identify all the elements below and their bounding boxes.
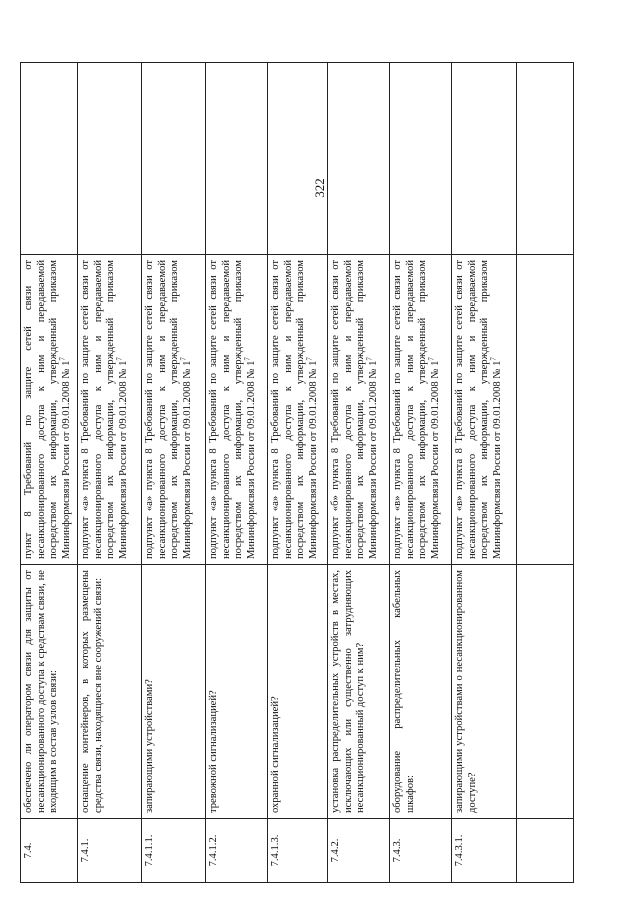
table-row — [78, 63, 142, 883]
reference-cell: подпункт «а» пункта 8 Требований по защите сетей связи от несанкционированного доступа к ним и передаваемой посредством их информации, утвержденный приказом Мининформсвязи России от 09.01.2008 № $1^7$ — [268, 255, 328, 565]
item-number: 7.4.3.1. — [452, 819, 517, 883]
table-row — [328, 63, 390, 883]
item-number: 7.4.1.1. — [142, 819, 206, 883]
table-row — [206, 63, 268, 883]
table-row — [21, 63, 78, 883]
table-row-empty — [517, 63, 574, 883]
requirements-table — [20, 62, 574, 883]
reference-cell: подпункт «в» пункта 8 Требований по защите сетей связи от несанкционированного доступа к ним и передаваемой посредством их информации, утвержденный приказом Мининформсвязи России от 09.01.2008 № $1^7$ — [452, 255, 517, 565]
question-cell: запирающими устройствами? — [142, 565, 206, 819]
reference-cell: пункт 8 Требований по защите сетей связи от несанкционированного доступа к ним и передаваемой посредством их информации, утвержденный приказом Мининформсвязи России от 09.01.2008 № $1^7$ — [21, 255, 78, 565]
table-row — [268, 63, 328, 883]
item-number: 7.4.1.3. — [268, 819, 328, 883]
blank-cell — [142, 63, 206, 255]
question-cell: оснащение контейнеров, в которых размещены средства связи, находящиеся вне сооружений связи: — [78, 565, 142, 819]
blank-cell — [517, 565, 574, 819]
item-number: 7.4. — [21, 819, 78, 883]
blank-cell — [21, 63, 78, 255]
blank-cell — [390, 63, 452, 255]
table-row — [390, 63, 452, 883]
question-cell: охранной сигнализацией? — [268, 565, 328, 819]
reference-cell: подпункт «а» пункта 8 Требований по защите сетей связи от несанкционированного доступа к ним и передаваемой посредством их информации, утвержденный приказом Мининформсвязи России от 09.01.2008 № $1^7$ — [142, 255, 206, 565]
rotated-page-content — [20, 63, 574, 883]
blank-cell — [78, 63, 142, 255]
page-number: 322 — [312, 178, 327, 198]
reference-cell: подпункт «б» пункта 8 Требований по защите сетей связи от несанкционированного доступа к ним и передаваемой посредством их информации, утвержденный приказом Мининформсвязи России от 09.01.2008 № $1^7$ — [328, 255, 390, 565]
item-number: 7.4.1. — [78, 819, 142, 883]
item-number: 7.4.3. — [390, 819, 452, 883]
question-cell: запирающими устройствами о несанкционированном доступе? — [452, 565, 517, 819]
blank-cell — [452, 63, 517, 255]
blank-cell — [328, 63, 390, 255]
question-cell: оборудование распределительных кабельных шкафов: — [390, 565, 452, 819]
blank-cell — [268, 63, 328, 255]
question-cell: тревожной сигнализацией? — [206, 565, 268, 819]
question-cell: установка распределительных устройств в местах, исключающих или существенно затрудняющих несанкционированный доступ к ним? — [328, 565, 390, 819]
blank-cell — [206, 63, 268, 255]
reference-cell: подпункт «а» пункта 8 Требований по защите сетей связи от несанкционированного доступа к ним и передаваемой посредством их информации, утвержденный приказом Мининформсвязи России от 09.01.2008 № $1^7$ — [78, 255, 142, 565]
item-number: 7.4.2. — [328, 819, 390, 883]
blank-cell — [517, 63, 574, 255]
item-number: 7.4.1.2. — [206, 819, 268, 883]
blank-cell — [517, 255, 574, 565]
reference-cell: подпункт «а» пункта 8 Требований по защите сетей связи от несанкционированного доступа к ним и передаваемой посредством их информации, утвержденный приказом Мининформсвязи России от 09.01.2008 № $1^7$ — [206, 255, 268, 565]
table-row — [452, 63, 517, 883]
reference-cell: подпункт «в» пункта 8 Требований по защите сетей связи от несанкционированного доступа к ним и передаваемой посредством их информации, утвержденный приказом Мининформсвязи России от 09.01.2008 № $1^7$ — [390, 255, 452, 565]
question-cell: обеспечено ли оператором связи для защиты от несанкционированного доступа к средствам связи, не входящим в состав узлов связи: — [21, 565, 78, 819]
blank-cell — [517, 819, 574, 883]
table-row — [142, 63, 206, 883]
